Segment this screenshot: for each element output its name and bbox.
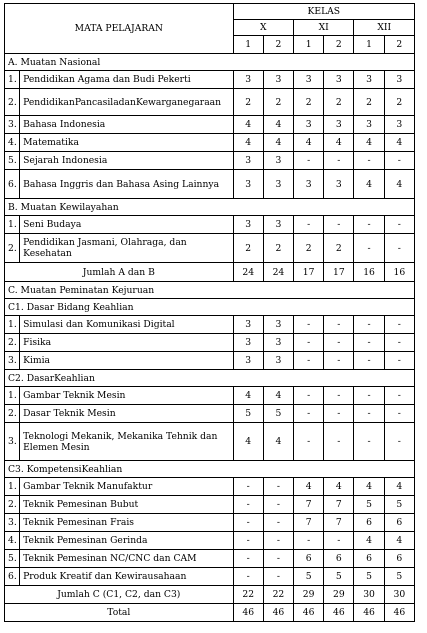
hours-cell: - (233, 532, 263, 550)
grade-header: XII (354, 20, 415, 36)
hours-cell: 5 (294, 568, 324, 586)
hours-cell: 4 (233, 387, 263, 405)
hours-cell: - (384, 216, 414, 234)
hours-cell: 4 (324, 478, 354, 496)
row-number: 6. (5, 568, 20, 586)
hours-cell: 2 (263, 234, 293, 263)
hours-cell: 3 (233, 71, 263, 89)
hours-cell: - (324, 532, 354, 550)
hours-cell: 2 (324, 234, 354, 263)
hours-cell: 3 (233, 216, 263, 234)
hours-cell: - (233, 478, 263, 496)
table-row (5, 532, 415, 550)
subject-name: Dasar Teknik Mesin (20, 405, 234, 423)
subtotal-cell: 29 (294, 586, 324, 604)
hours-cell: 4 (324, 134, 354, 152)
table-row (5, 116, 415, 134)
hours-cell: - (263, 532, 293, 550)
total-label: Total (5, 604, 234, 622)
hours-cell: 4 (233, 423, 263, 461)
table-row (5, 478, 415, 496)
row-number: 6. (5, 170, 20, 199)
hours-cell: - (384, 405, 414, 423)
row-number: 1. (5, 216, 20, 234)
hours-cell: 4 (263, 423, 293, 461)
hours-cell: 6 (324, 550, 354, 568)
hours-cell: 3 (233, 316, 263, 334)
hours-cell: - (354, 387, 384, 405)
row-number: 2. (5, 234, 20, 263)
hours-cell: - (354, 405, 384, 423)
subtotal-cell: 17 (324, 263, 354, 282)
hours-cell: 2 (233, 89, 263, 116)
table-row (5, 352, 415, 370)
hours-cell: - (324, 352, 354, 370)
subject-name: Bahasa Inggris dan Bahasa Asing Lainnya (20, 170, 234, 199)
hours-cell: 7 (324, 496, 354, 514)
hours-cell: 5 (384, 496, 414, 514)
hours-cell: - (324, 334, 354, 352)
hours-cell: - (294, 152, 324, 170)
hours-cell: - (354, 152, 384, 170)
row-number: 2. (5, 334, 20, 352)
grade-header: XI (294, 20, 354, 36)
hours-cell: - (384, 334, 414, 352)
hours-cell: - (324, 423, 354, 461)
hours-cell: 3 (294, 71, 324, 89)
hours-cell: 2 (233, 234, 263, 263)
hours-cell: - (354, 316, 384, 334)
hours-cell: - (354, 216, 384, 234)
hours-cell: - (294, 423, 324, 461)
total-cell: 46 (324, 604, 354, 622)
hours-cell: - (263, 568, 293, 586)
hours-cell: 3 (384, 116, 414, 134)
hours-cell: - (354, 423, 384, 461)
hours-cell: 3 (263, 71, 293, 89)
grade-header: X (233, 20, 293, 36)
semester-header: 1 (233, 36, 263, 54)
subsection-row (5, 461, 415, 478)
table-row (5, 316, 415, 334)
hours-cell: - (324, 316, 354, 334)
hours-cell: - (324, 216, 354, 234)
hours-cell: 5 (233, 405, 263, 423)
table-row (5, 216, 415, 234)
subtotal-row (5, 263, 415, 282)
hours-cell: 3 (263, 316, 293, 334)
hours-cell: - (263, 478, 293, 496)
subtotal-cell: 22 (233, 586, 263, 604)
hours-cell: 3 (294, 116, 324, 134)
row-number: 3. (5, 514, 20, 532)
semester-header: 1 (294, 36, 324, 54)
row-number: 1. (5, 71, 20, 89)
hours-cell: 2 (384, 89, 414, 116)
hours-cell: 3 (354, 116, 384, 134)
hours-cell: 2 (263, 89, 293, 116)
hours-cell: - (324, 152, 354, 170)
table-row (5, 334, 415, 352)
hours-cell: - (354, 334, 384, 352)
subject-name: Bahasa Indonesia (20, 116, 234, 134)
hours-cell: - (384, 423, 414, 461)
subject-name: Teknik Pemesinan Frais (20, 514, 234, 532)
subsection-title: C3. KompetensiKeahlian (5, 461, 415, 478)
header-row-kelas (5, 4, 415, 20)
row-number: 2. (5, 405, 20, 423)
hours-cell: 4 (354, 170, 384, 199)
hours-cell: - (294, 532, 324, 550)
hours-cell: 3 (263, 334, 293, 352)
hours-cell: - (233, 514, 263, 532)
hours-cell: 5 (324, 568, 354, 586)
hours-cell: - (263, 550, 293, 568)
subtotal-cell: 17 (294, 263, 324, 282)
hours-cell: 7 (294, 496, 324, 514)
hours-cell: - (294, 387, 324, 405)
hours-cell: 3 (263, 170, 293, 199)
hours-cell: 3 (263, 216, 293, 234)
total-cell: 46 (384, 604, 414, 622)
subtotal-cell: 16 (384, 263, 414, 282)
hours-cell: 4 (384, 134, 414, 152)
total-cell: 46 (294, 604, 324, 622)
table-row (5, 423, 415, 461)
table-row (5, 568, 415, 586)
subject-name: PendidikanPancasiladanKewarganegaraan (20, 89, 234, 116)
row-number: 5. (5, 550, 20, 568)
hours-cell: 3 (354, 71, 384, 89)
subtotal-cell: 29 (324, 586, 354, 604)
row-number: 1. (5, 478, 20, 496)
hours-cell: - (294, 316, 324, 334)
subtotal-cell: 24 (263, 263, 293, 282)
row-number: 1. (5, 316, 20, 334)
table-row (5, 496, 415, 514)
hours-cell: - (263, 514, 293, 532)
hours-cell: 6 (354, 514, 384, 532)
table-row (5, 387, 415, 405)
hours-cell: 3 (263, 152, 293, 170)
semester-header: 1 (354, 36, 384, 54)
section-title: A. Muatan Nasional (5, 54, 415, 71)
hours-cell: - (384, 234, 414, 263)
kelas-header: KELAS (233, 4, 414, 20)
row-number: 1. (5, 387, 20, 405)
hours-cell: 4 (294, 134, 324, 152)
hours-cell: 3 (233, 152, 263, 170)
row-number: 2. (5, 496, 20, 514)
row-number: 5. (5, 152, 20, 170)
subject-name: Pendidikan Jasmani, Olahraga, dan Kesehatan (20, 234, 234, 263)
subtotal-cell: 30 (384, 586, 414, 604)
total-cell: 46 (354, 604, 384, 622)
hours-cell: 4 (233, 116, 263, 134)
subtotal-cell: 22 (263, 586, 293, 604)
subject-name: Pendidikan Agama dan Budi Pekerti (20, 71, 234, 89)
subject-name: Matematika (20, 134, 234, 152)
subject-name: Kimia (20, 352, 234, 370)
row-number: 3. (5, 116, 20, 134)
section-title: B. Muatan Kewilayahan (5, 199, 415, 216)
hours-cell: 4 (263, 387, 293, 405)
subject-name: Teknik Pemesinan NC/CNC dan CAM (20, 550, 234, 568)
hours-cell: 7 (294, 514, 324, 532)
hours-cell: 4 (384, 478, 414, 496)
semester-header: 2 (384, 36, 414, 54)
semester-header: 2 (324, 36, 354, 54)
subsection-row (5, 370, 415, 387)
hours-cell: 3 (233, 352, 263, 370)
subtotal-cell: 16 (354, 263, 384, 282)
hours-cell: 2 (294, 89, 324, 116)
subtotal-cell: 24 (233, 263, 263, 282)
hours-cell: - (294, 352, 324, 370)
table-row (5, 234, 415, 263)
hours-cell: 6 (384, 514, 414, 532)
hours-cell: - (324, 405, 354, 423)
total-cell: 46 (263, 604, 293, 622)
hours-cell: 6 (354, 550, 384, 568)
hours-cell: 4 (384, 532, 414, 550)
subject-name: Produk Kreatif dan Kewirausahaan (20, 568, 234, 586)
hours-cell: 4 (354, 134, 384, 152)
hours-cell: - (384, 387, 414, 405)
subject-name: Teknologi Mekanik, Mekanika Tehnik dan Elemen Mesin (20, 423, 234, 461)
semester-header: 2 (263, 36, 293, 54)
subtotal-label: Jumlah C (C1, C2, dan C3) (5, 586, 234, 604)
hours-cell: 5 (384, 568, 414, 586)
subject-name: Teknik Pemesinan Gerinda (20, 532, 234, 550)
row-number: 2. (5, 89, 20, 116)
hours-cell: 4 (354, 478, 384, 496)
row-number: 3. (5, 352, 20, 370)
hours-cell: - (384, 152, 414, 170)
hours-cell: 4 (294, 478, 324, 496)
row-number: 3. (5, 423, 20, 461)
subject-name: Seni Budaya (20, 216, 234, 234)
subsection-title: C2. DasarKeahlian (5, 370, 415, 387)
section-row (5, 282, 415, 299)
hours-cell: 2 (354, 89, 384, 116)
hours-cell: 6 (384, 550, 414, 568)
table-row (5, 89, 415, 116)
hours-cell: - (233, 496, 263, 514)
hours-cell: - (324, 387, 354, 405)
subject-name: Teknik Pemesinan Bubut (20, 496, 234, 514)
table-row (5, 134, 415, 152)
hours-cell: 3 (263, 352, 293, 370)
table-row (5, 550, 415, 568)
subject-name: Fisika (20, 334, 234, 352)
hours-cell: 5 (263, 405, 293, 423)
subtotal-label: Jumlah A dan B (5, 263, 234, 282)
hours-cell: - (294, 405, 324, 423)
table-row (5, 514, 415, 532)
subtotal-cell: 30 (354, 586, 384, 604)
section-row (5, 199, 415, 216)
subject-header: MATA PELAJARAN (5, 4, 234, 54)
hours-cell: - (233, 550, 263, 568)
subject-name: Gambar Teknik Mesin (20, 387, 234, 405)
section-row (5, 54, 415, 71)
hours-cell: 6 (294, 550, 324, 568)
hours-cell: - (233, 568, 263, 586)
hours-cell: - (263, 496, 293, 514)
hours-cell: 3 (233, 170, 263, 199)
hours-cell: - (384, 316, 414, 334)
table-row (5, 71, 415, 89)
subsection-row (5, 299, 415, 316)
hours-cell: 4 (384, 170, 414, 199)
subtotal-row (5, 586, 415, 604)
hours-cell: 2 (294, 234, 324, 263)
hours-cell: 4 (354, 532, 384, 550)
hours-cell: 3 (233, 334, 263, 352)
subject-name: Gambar Teknik Manufaktur (20, 478, 234, 496)
table-row (5, 170, 415, 199)
section-title: C. Muatan Peminatan Kejuruan (5, 282, 415, 299)
hours-cell: - (354, 234, 384, 263)
hours-cell: - (354, 352, 384, 370)
total-cell: 46 (233, 604, 263, 622)
curriculum-table (4, 3, 415, 622)
hours-cell: - (384, 352, 414, 370)
hours-cell: 4 (233, 134, 263, 152)
hours-cell: 5 (354, 496, 384, 514)
hours-cell: 3 (324, 170, 354, 199)
hours-cell: 3 (324, 116, 354, 134)
hours-cell: 3 (384, 71, 414, 89)
hours-cell: 3 (324, 71, 354, 89)
hours-cell: - (294, 334, 324, 352)
hours-cell: 5 (354, 568, 384, 586)
table-row (5, 152, 415, 170)
hours-cell: 3 (294, 170, 324, 199)
hours-cell: 2 (324, 89, 354, 116)
subject-name: Sejarah Indonesia (20, 152, 234, 170)
total-row (5, 604, 415, 622)
row-number: 4. (5, 532, 20, 550)
hours-cell: - (294, 216, 324, 234)
subject-name: Simulasi dan Komunikasi Digital (20, 316, 234, 334)
row-number: 4. (5, 134, 20, 152)
table-row (5, 405, 415, 423)
hours-cell: 4 (263, 134, 293, 152)
subsection-title: C1. Dasar Bidang Keahlian (5, 299, 415, 316)
hours-cell: 4 (263, 116, 293, 134)
hours-cell: 7 (324, 514, 354, 532)
